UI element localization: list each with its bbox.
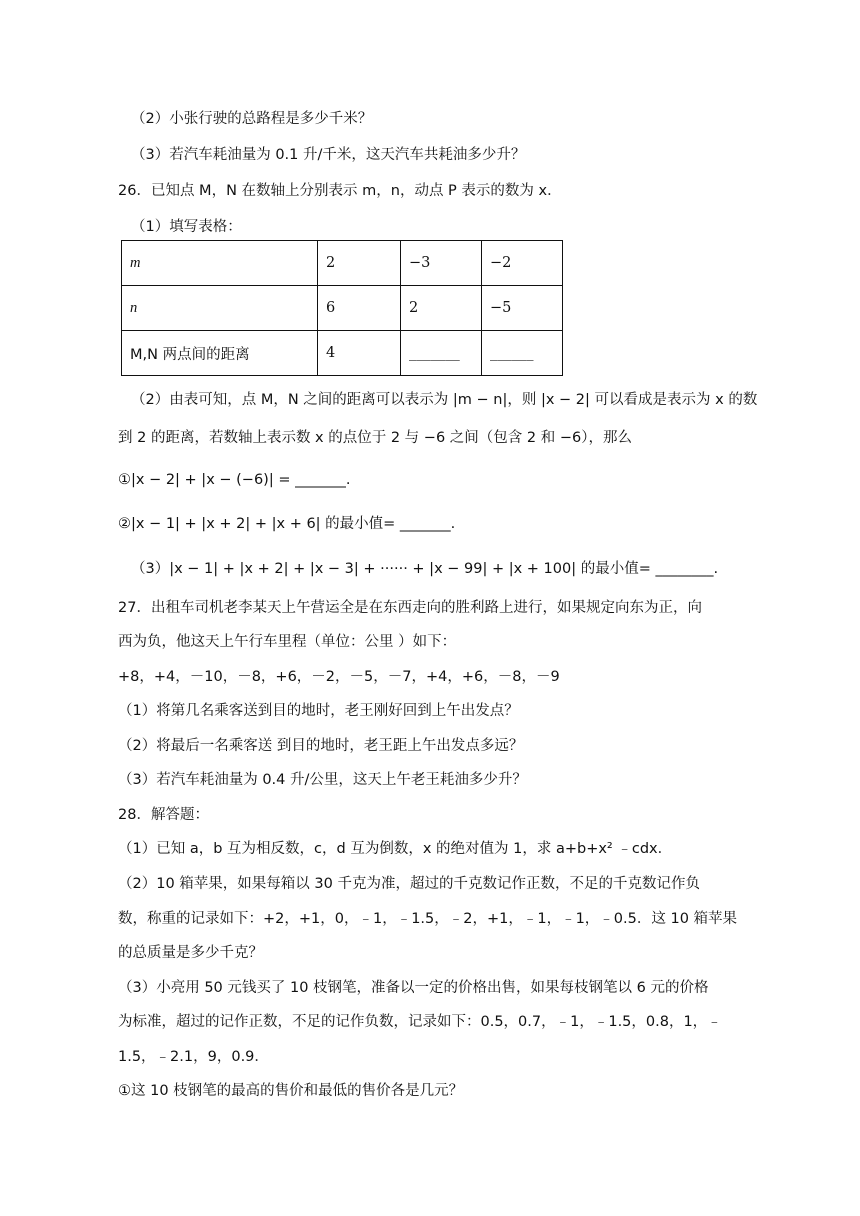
- table-row: [122, 331, 563, 376]
- q26-stem: 26．已知点 M，N 在数轴上分别表示 m，n，动点 P 表示的数为 x．: [118, 183, 562, 199]
- q26-part2-line2: 到 2 的距离，若数轴上表示数 x 的点位于 2 与 −6 之间（包含 2 和 −6），那么: [118, 430, 632, 446]
- q26-table: [121, 240, 563, 376]
- table-cell: 4: [318, 331, 401, 376]
- q27-part1: （1）将第几名乘客送到目的地时，老王刚好回到上午出发点？: [118, 703, 519, 719]
- table-cell: 2: [401, 286, 482, 331]
- table-row: [122, 241, 563, 286]
- table-cell-label: n: [122, 286, 318, 331]
- q25-part3: （3）若汽车耗油量为 0.1 升/千米，这天汽车共耗油多少升？: [131, 147, 526, 163]
- q27-data: +8，+4，－10，－8，+6，－2，－5，－7，+4，+6，－8，－9: [118, 669, 560, 685]
- q28-part3-line1: （3）小亮用 50 元钱买了 10 枝钢笔，准备以一定的价格出售，如果每枝钢笔以 6 元的价格: [118, 980, 709, 996]
- q28-part3-line3: 1.5，﹣2.1，9，0.9．: [118, 1049, 269, 1065]
- q26-sub1: ①|x − 2| + |x − (−6)| = _______.: [118, 472, 351, 488]
- q26-part2-line1: （2）由表可知，点 M，N 之间的距离可以表示为 |m − n|，则 |x − 2| 可以看成是表示为 x 的数: [131, 392, 758, 408]
- table-cell-blank: ______: [482, 331, 563, 376]
- q28-part3-line2: 为标准，超过的记作正数，不足的记作负数，记录如下：0.5，0.7，﹣1，﹣1.5，0.8，1，﹣: [118, 1014, 722, 1030]
- q27-part3: （3）若汽车耗油量为 0.4 升/公里，这天上午老王耗油多少升？: [118, 772, 527, 788]
- q28-stem: 28．解答题：: [118, 807, 209, 823]
- table-cell: −5: [482, 286, 563, 331]
- q26-sub2: ②|x − 1| + |x + 2| + |x + 6| 的最小值= _______.: [118, 516, 456, 532]
- q26-part3: （3）|x − 1| + |x + 2| + |x − 3| + ······ + |x − 99| + |x + 100| 的最小值= ________.: [131, 561, 719, 577]
- table-cell: −2: [482, 241, 563, 286]
- q25-part2: （2）小张行驶的总路程是多少千米？: [131, 111, 373, 127]
- q27-stem-line2: 西为负，他这天上午行车里程（单位：公里 ）如下：: [118, 634, 457, 650]
- q27-part2: （2）将最后一名乘客送 到目的地时，老王距上午出发点多远？: [118, 738, 524, 754]
- q28-part1: （1）已知 a，b 互为相反数，c，d 互为倒数，x 的绝对值为 1，求 a+b+x² ﹣cdx．: [118, 841, 673, 857]
- q26-part1: （1）填写表格：: [131, 219, 242, 235]
- table-cell: −3: [401, 241, 482, 286]
- table-cell-blank: _______: [401, 331, 482, 376]
- table-cell: 6: [318, 286, 401, 331]
- q27-stem-line1: 27．出租车司机老李某天上午营运全是在东西走向的胜利路上进行，如果规定向东为正，向: [118, 600, 702, 616]
- table-cell-label: m: [122, 241, 318, 286]
- table-cell-label: M,N 两点间的距离: [122, 331, 318, 376]
- q28-sub1: ①这 10 枝钢笔的最高的售价和最低的售价各是几元？: [118, 1083, 464, 1099]
- table-cell: 2: [318, 241, 401, 286]
- table-row: [122, 286, 563, 331]
- q28-part2-line2: 数，称重的记录如下：+2，+1，0，﹣1，﹣1.5，﹣2，+1，﹣1，﹣1，﹣0.5．这 10 箱苹果: [118, 911, 738, 927]
- q28-part2-line3: 的总质量是多少千克？: [118, 945, 263, 961]
- q28-part2-line1: （2）10 箱苹果，如果每箱以 30 千克为准，超过的千克数记作正数，不足的千克数记作负: [118, 876, 700, 892]
